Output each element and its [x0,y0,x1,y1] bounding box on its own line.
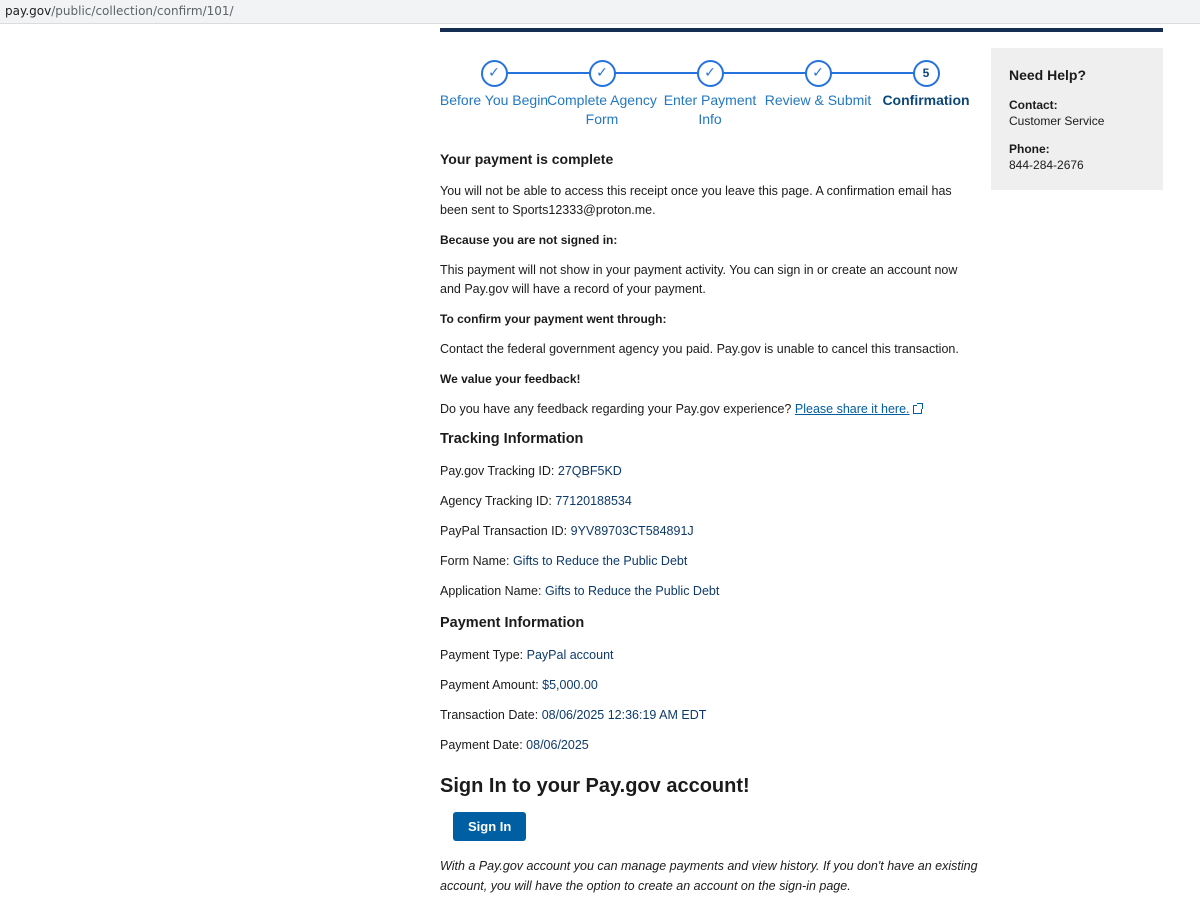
url-text[interactable]: pay.gov/public/collection/confirm/101/ [5,4,234,18]
progress-stepper [440,60,980,130]
step-enter-payment-info [655,60,765,129]
tracking-row: Agency Tracking ID: 77120188534 [440,494,632,508]
contact-label: Contact: [1009,98,1058,112]
checkmark-icon: ✓ [589,60,616,87]
step-review-submit [763,60,873,110]
step-label: Before You Begin [439,92,549,108]
feedback-link[interactable]: Please share it here. [795,402,922,416]
checkmark-icon: ✓ [697,60,724,87]
payment-heading: Payment Information [440,615,585,631]
receipt-content [440,150,980,905]
sign-in-button[interactable]: Sign In [453,812,526,841]
help-title: Need Help? [1009,67,1087,83]
receipt-intro: You will not be able to access this receipt once you leave this page. A confirmation email has been sent to Sports12333@proton.me. [440,184,952,217]
checkmark-icon: ✓ [805,60,832,87]
page-title: Your payment is complete [440,151,614,167]
phone-label: Phone: [1009,142,1050,156]
payment-row: Payment Date: 08/06/2025 [440,738,589,752]
step-label: Confirmation [882,92,970,108]
feedback-text: Do you have any feedback regarding your Pay.gov experience? [440,402,792,416]
external-link-icon [913,405,922,414]
tracking-row: Form Name: Gifts to Reduce the Public Debt [440,554,688,568]
header-banner-bar [440,28,1163,32]
confirm-text: Contact the federal government agency you paid. Pay.gov is unable to cancel this transaction. [440,342,959,356]
step-complete-agency-form [547,60,657,129]
feedback-paragraph [440,400,980,419]
confirm-heading: To confirm your payment went through: [440,312,667,326]
browser-address-bar[interactable] [0,0,1200,24]
step-number: 5 [913,60,940,87]
payment-row: Payment Type: PayPal account [440,648,614,662]
not-signed-heading: Because you are not signed in: [440,233,618,247]
tracking-row: PayPal Transaction ID: 9YV89703CT584891J [440,524,694,538]
signin-note: With a Pay.gov account you can manage payments and view history. If you don't have an existing account, you will have the option to create an account on the sign-in page. [440,859,978,893]
step-confirmation [871,60,981,110]
step-label: Review & Submit [764,92,872,108]
tracking-heading: Tracking Information [440,431,584,447]
payment-row: Payment Amount: $5,000.00 [440,678,598,692]
tracking-row: Application Name: Gifts to Reduce the Public Debt [440,584,720,598]
contact-value: Customer Service [1009,114,1105,128]
checkmark-icon: ✓ [481,60,508,87]
not-signed-text: This payment will not show in your payment activity. You can sign in or create an account now and Pay.gov will have a record of your payment. [440,263,958,296]
tracking-row: Pay.gov Tracking ID: 27QBF5KD [440,464,622,478]
phone-value: 844-284-2676 [1009,158,1084,172]
payment-row: Transaction Date: 08/06/2025 12:36:19 AM EDT [440,708,707,722]
step-before-you-begin [439,60,549,110]
step-label: Enter Payment Info [663,92,757,127]
feedback-heading: We value your feedback! [440,372,581,386]
step-label: Complete Agency Form [547,92,657,127]
need-help-panel [991,48,1163,190]
signin-heading: Sign In to your Pay.gov account! [440,775,750,797]
